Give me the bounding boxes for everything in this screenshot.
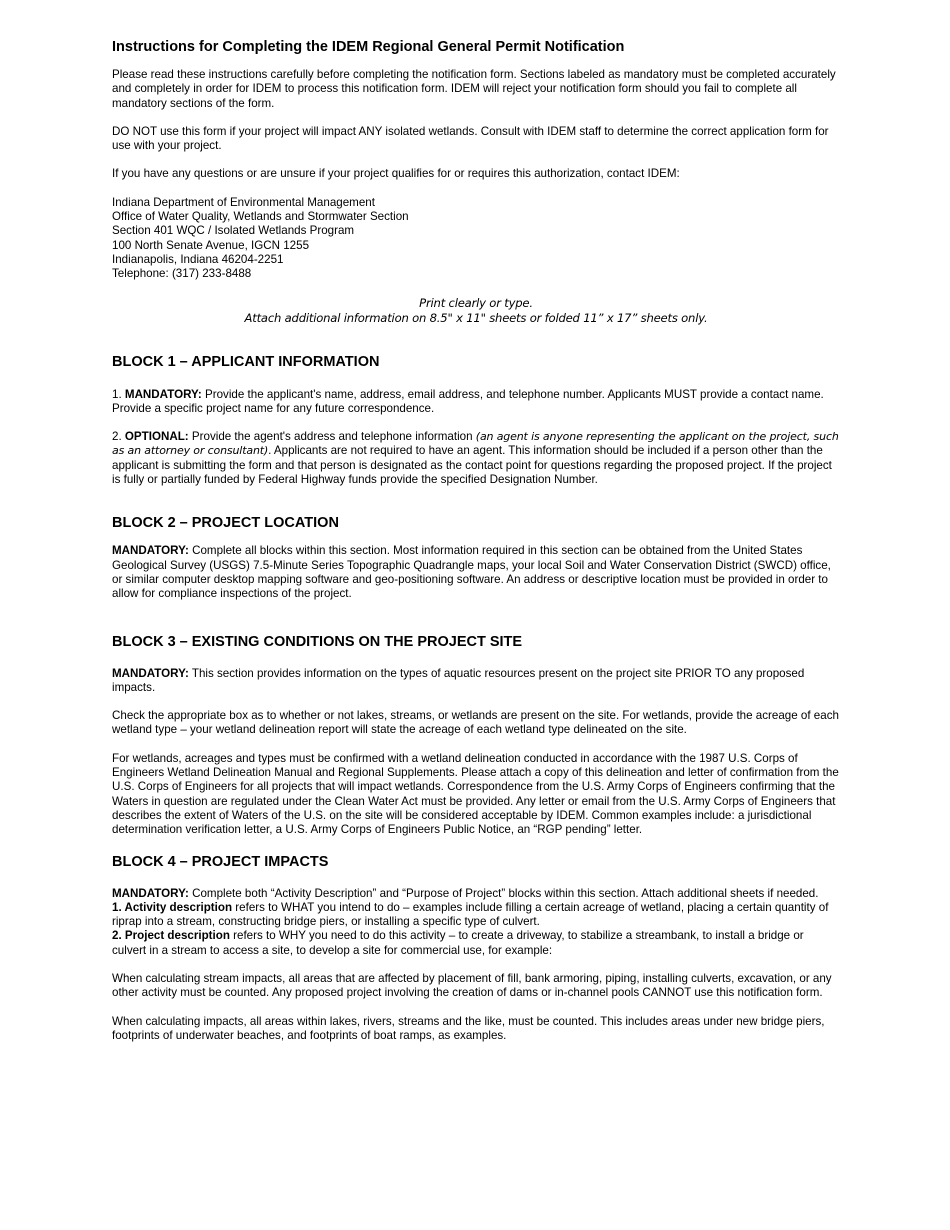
telephone: Telephone: (317) 233-8488 (112, 267, 252, 281)
project-description-label: 2. Project description (112, 929, 230, 943)
mandatory-label: MANDATORY: (124, 387, 202, 401)
block2-body: Complete all blocks within this section. Most information required in this section can be obtained from the United States Geological Survey (USGS) 7.5-Minute Series Topographic Quadrangle maps, your local Soil and Water Conservation District (SWCD) office, or similar computer desktop mapping software and geo-positioning software. An address or descriptive location must be provided in order to allow for compliance inspections of the project. (112, 544, 831, 601)
project-description-text: refers to WHY you need to do this activity – to create a driveway, to stabilize a streambank, to install a bridge or culvert in a stream to access a site, to develop a site for commercial use, for example: (112, 929, 804, 957)
block3-heading: BLOCK 3 – EXISTING CONDITIONS ON THE PROJECT SITE (112, 633, 523, 650)
block4-intro (112, 887, 840, 958)
mandatory-label: MANDATORY: (112, 886, 189, 900)
mandatory-label: MANDATORY: (112, 544, 189, 558)
isolated-wetlands-warning: DO NOT use this form if your project will impact ANY isolated wetlands. Consult with IDEM staff to determine the correct application form for use with your project. (112, 124, 829, 153)
optional-label: OPTIONAL: (124, 430, 189, 444)
address-line: Indiana Department of Environmental Management (112, 195, 375, 209)
address-line: Section 401 WQC / Isolated Wetlands Program (112, 224, 355, 238)
block1-item2 (112, 430, 840, 487)
address-line: 100 North Senate Avenue, IGCN 1255 (112, 238, 310, 252)
block3-delineation: For wetlands, acreages and types must be confirmed with a wetland delineation conducted in accordance with the 1987 U.S. Corps of Engineers Wetland Delineation Manual and Regional Supplements. Please attach a copy of this delineation and letter of confirmation from the U.S. Corps of Engineers for all projects that will impact wetlands. Correspondence from the U.S. Army Corps of Engineers confirming that the Waters in question are regulated under the Clean Water Act must be provided. Any letter or email from the U.S. Army Corps of Engineers that describes the extent of Waters of the U.S. on the site will be considered acceptable by IDEM. Common examples include: a jurisdictional determination verification letter, a U.S. Army Corps of Engineers Public Notice, an “RGP pending” letter. (112, 751, 839, 837)
item-text: Provide the agent's address and telephone information (191, 430, 473, 444)
item-text: . Applicants are not required to have an agent. This information should be included if a person other than the applicant is submitting the form and that person is designated as the contact point for questions regarding the proposed project. If the project is fully or partially funded by Federal Highway funds provide the specified Designation Number. (112, 444, 832, 487)
intro-paragraph: Please read these instructions carefully before completing the notification form. Sections labeled as mandatory must be completed accurately and completely in order for IDEM to process this notification form. IDEM will reject your notification form should you fail to complete all mandatory sections of the form. (112, 68, 836, 110)
item-number: 1. (112, 387, 122, 401)
item-text: Provide the applicant's name, address, email address, and telephone number. Applicants MUST provide a contact name. Provide a specific project name for any future correspondence. (112, 387, 824, 415)
print-note-line: Print clearly or type. (419, 295, 533, 310)
page-title: Instructions for Completing the IDEM Regional General Permit Notification (112, 39, 625, 55)
mandatory-label: MANDATORY: (112, 666, 189, 680)
block4-heading: BLOCK 4 – PROJECT IMPACTS (112, 853, 329, 870)
contact-address (112, 196, 840, 282)
block2-text (112, 544, 840, 601)
activity-description-label: 1. Activity description (112, 900, 233, 914)
block1-item1 (112, 388, 840, 417)
block3-intro (112, 667, 840, 696)
agent-definition: (an agent is anyone representing the applicant on the project, such as an attorney or consultant) (112, 430, 839, 458)
activity-description-text: refers to WHAT you intend to do – examples include filling a certain acreage of wetland, placing a certain quantity of riprap into a stream, constructing bridge piers, or installing a specific type of culvert. (112, 900, 829, 929)
print-note-line: Attach additional information on 8.5" x 11" sheets or folded 11” x 17” sheets only. (244, 310, 708, 325)
block4-body: Complete both “Activity Description” and “Purpose of Project” blocks within this section. Attach additional sheets if needed. (192, 886, 819, 900)
print-note (112, 296, 840, 326)
stream-impacts-text: When calculating stream impacts, all areas that are affected by placement of fill, bank armoring, piping, installing culverts, excavation, or any other activity must be counted. Any proposed project involving the creation of dams or in-channel pools CANNOT use this notification form. (112, 971, 832, 1000)
block2-heading: BLOCK 2 – PROJECT LOCATION (112, 515, 339, 532)
contact-intro: If you have any questions or are unsure if your project qualifies for or requires this authorization, contact IDEM: (112, 167, 680, 181)
instructions-page (112, 38, 840, 1043)
block3-body: This section provides information on the types of aquatic resources present on the project site PRIOR TO any proposed impacts. (112, 666, 805, 694)
item-number: 2. (112, 430, 122, 444)
impacts-counting-text: When calculating impacts, all areas within lakes, rivers, streams and the like, must be counted. This includes areas under new bridge piers, footprints of underwater beaches, and footprints of boat ramps, as examples. (112, 1014, 825, 1042)
block1-heading: BLOCK 1 – APPLICANT INFORMATION (112, 353, 380, 370)
address-line: Office of Water Quality, Wetlands and Stormwater Section (112, 210, 409, 224)
address-line: Indianapolis, Indiana 46204-2251 (112, 252, 284, 266)
block3-check-instructions: Check the appropriate box as to whether or not lakes, streams, or wetlands are present on the site. For wetlands, provide the acreage of each wetland type – your wetland delineation report will state the acreage of each wetland type delineated on the site. (112, 709, 839, 737)
